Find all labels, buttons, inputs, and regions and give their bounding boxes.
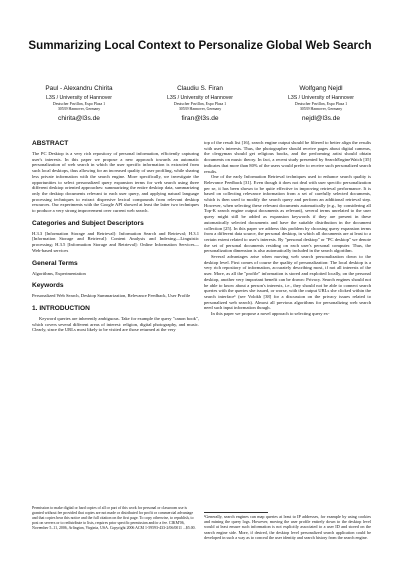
author-affiliation: L3S / University of Hannover (166, 95, 234, 101)
body-paragraph: top of the result list [16], search engine output should be filtered to better align the results with user's interests. Thus, the photographer should receive pages about digital cameras, the clergyman should get religious books, and the performing artist should obtain documents on music theory. In fact, a recent study presented by SearchEngineWatch [35] indicates that more than 80% of the users would prefer to receive such personalized search results. (204, 140, 371, 174)
author-address-line: Deutscher Pavillon, Expo Plaza 1 (52, 102, 106, 106)
body-paragraph: One of the early Information Retrieval techniques used to enhance search quality is Relevance Feedback [31]. Even though it does not deal with user specific personalization per se, it has been shown to be quite effective in improving retrieval performance. It is based on collecting relevance information from a set of carefully selected documents, which is then used to modify the search query and perform an additional retrieval step. However, when selecting these relevant documents automatically (e.g., by considering all Top-K search engine output documents as relevant), several terms unrelated to the user query might still be added as expansion keywords if they are present in these automatically selected documents and have the suitable distribution in the document collection [25]. In this paper we address this problem by choosing query expansion terms from a different data source, the personal desktop, in which all documents are at least to a certain extent related to user's interests. By "personal desktop" or "PC desktop" we denote the set of personal documents residing on each user's personal computer. Thus, the personalization dimension is also automatically included in the search algorithm. (204, 174, 371, 254)
author-name: Claudiu S. Firan (177, 85, 223, 92)
author-address-line: Deutscher Pavillon, Expo Plaza 1 (294, 102, 348, 106)
author-name: Wolfgang Nejdl (299, 85, 343, 92)
author-name: Paul - Alexandru Chirita (45, 85, 113, 92)
categories-heading: Categories and Subject Descriptors (32, 219, 144, 227)
author-affiliation: L3S / University of Hannover (45, 95, 113, 101)
author-address-line: 30539 Hannover, Germany (299, 107, 343, 111)
categories-text: H.3.3 [Information Storage and Retrieval]: Information Search and Retrieval; H.3.1 [Information Storage and Retrieval]: Content Analysis and Indexing—Linguistic processing; H.3.5 [Information Storage and Retrieval]: Online Information Services—Web-based services (32, 230, 199, 253)
keywords-heading: Keywords (32, 282, 64, 290)
author-email: chirita@l3s.de (58, 115, 100, 122)
footnote-text: ¹Generally, search engines can map queries at least to IP addresses, for example by using cookies and mining the query logs. However, moving the user profile entirely down to the desktop level would at least ensure such information is not explicitly associated to a user ID and stored on the search engine side. More, if desired, the desktop level personalized search application could be developed in such a way as to conceal the user identity and search history from the search engine. (204, 514, 371, 540)
author-address-line: Deutscher Pavillon, Expo Plaza 1 (173, 102, 227, 106)
introduction-paragraph: Keyword queries are inherently ambiguous. Take for example the query "canon book", which covers several different areas of interest: religion, digital photography, and music. Clearly, since the URLs most likely to be visited are those returned at the very (32, 315, 199, 333)
author-1 (24, 85, 134, 123)
author-affiliation: L3S / University of Hannover (287, 95, 355, 101)
left-column (32, 140, 199, 333)
abstract-text: The PC Desktop is a very rich repository of personal information, efficiently capturing user's interests. In this paper we propose a new approach towards an automatic personalization of web search in which the user specific information is extracted from such local desktops, thus allowing for an increased quality of user profiling, while sharing less private information with the search engine. More specifically, we investigate the opportunities to select personalized query expansion terms for web search using three different desktop oriented approaches: summarizing the entire desktop data, summarizing only the desktop documents relevant to each user query, and applying natural language processing techniques to extract dispersive lexical compounds from relevant desktop resources. Our experiments with the Google API showed at least the latter two techniques to produce a very strong improvement over current web search. (32, 151, 199, 214)
body-paragraph: In this paper we propose a novel approach to selecting query ex- (211, 311, 330, 317)
author-email: nejdl@l3s.de (301, 115, 341, 122)
author-2 (145, 85, 255, 123)
paper-title: Summarizing Local Context to Personalize Global Web Search (28, 39, 372, 52)
author-address-line: 30539 Hannover, Germany (178, 107, 222, 111)
abstract-heading: ABSTRACT (32, 140, 69, 147)
introduction-heading: 1. INTRODUCTION (32, 304, 90, 312)
author-address-line: 30539 Hannover, Germany (57, 107, 101, 111)
author-email: firan@l3s.de (181, 115, 219, 122)
general-terms-heading: General Terms (32, 259, 78, 267)
body-paragraph: Several advantages arise when moving web search personalization down to the desktop level. First comes of course the quality of personalization: The local desktop is a very rich repository of information, accurately describing most, if not all interests of the user. More, as all the "profile" information is stored and exploited locally, on the personal desktop, another very important benefit can be drawn: Privacy. Search engines should not be able to know about a person's interests, i.e., they should not be able to connect search queries with the queries she issued, or worse, with the output URLs she clicked within the search interface¹ (see Volokh [38] for a discussion on the privacy issues related to personalized web search). Almost all previous algorithms for personalizing web search need such input information though. (204, 254, 371, 311)
author-block (24, 85, 376, 123)
author-3 (266, 85, 376, 123)
footnote-divider (204, 512, 268, 513)
right-column (204, 140, 371, 317)
general-terms-text: Algorithms, Experimentation (32, 270, 86, 276)
keywords-text: Personalized Web Search, Desktop Summarization, Relevance Feedback, User Profile (32, 293, 191, 299)
permission-notice: Permission to make digital or hard copies of all or part of this work for personal or classroom use is granted without fee provided that copies are not made or distributed for profit or commercial advantage and that copies bear this notice and the full citation on the first page. To copy otherwise, to republish, to post on servers or to redistribute to lists, requires prior specific permission and/or a fee. CIKM'06, November 5–11, 2006, Arlington, Virginia, USA. Copyright 2006 ACM 1-59593-433-2/06/0011 ...$5.00. (32, 506, 196, 530)
